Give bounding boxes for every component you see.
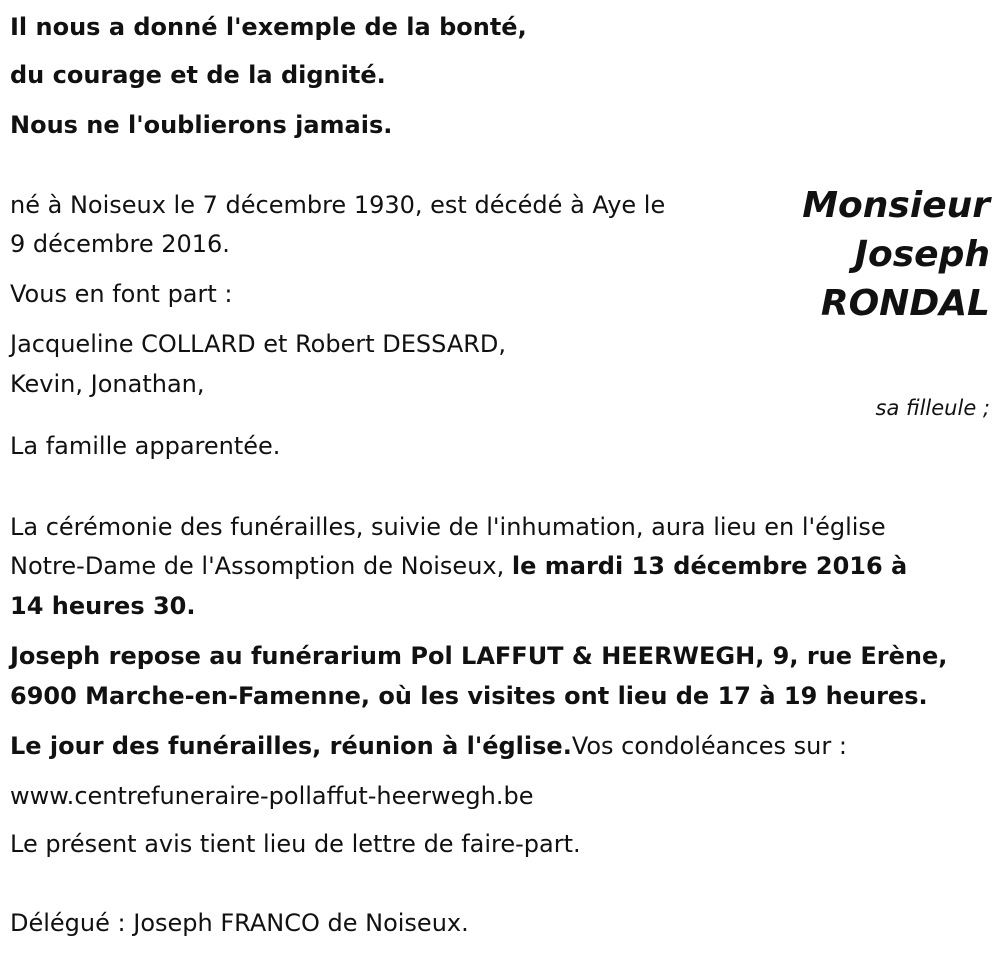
reunion-line	[10, 726, 847, 766]
repose-line-2: 6900 Marche-en-Famenne, où les visites ont lieu de 17 à 19 heures.	[10, 682, 928, 710]
family-extended-line: La famille apparentée.	[10, 432, 281, 460]
ceremony-location: Notre-Dame de l'Assomption de Noiseux,	[10, 552, 512, 580]
ceremony-time: 14 heures 30.	[10, 592, 196, 620]
reunion-notice: Le jour des funérailles, réunion à l'église.	[10, 732, 572, 760]
repose-line-1: Joseph repose au funérarium Pol LAFFUT & HEERWEGH, 9, rue Erène,	[10, 642, 948, 670]
quote-line-3: Nous ne l'oublierons jamais.	[10, 111, 393, 139]
condolences-label: Vos condoléances sur :	[571, 732, 847, 760]
filleule-label: sa filleule ;	[875, 396, 990, 420]
birth-death-line-2: 9 décembre 2016.	[10, 230, 230, 258]
website-link[interactable]: www.centrefuneraire-pollaffut-heerwegh.be	[10, 782, 534, 810]
ceremony-line-2	[10, 546, 907, 586]
quote-line-2: du courage et de la dignité.	[10, 61, 386, 89]
notice-line: Le présent avis tient lieu de lettre de faire-part.	[10, 830, 581, 858]
family-line-2: Kevin, Jonathan,	[10, 370, 205, 398]
delegate-line: Délégué : Joseph FRANCO de Noiseux.	[10, 909, 469, 937]
family-line-1: Jacqueline COLLARD et Robert DESSARD,	[10, 330, 507, 358]
ceremony-date: le mardi 13 décembre 2016 à	[511, 552, 908, 580]
announce-line: Vous en font part :	[10, 280, 233, 308]
quote-line-1: Il nous a donné l'exemple de la bonté,	[10, 13, 527, 41]
deceased-first-name: Joseph	[854, 234, 990, 275]
birth-death-line-1: né à Noiseux le 7 décembre 1930, est décédé à Aye le	[10, 191, 666, 219]
deceased-last-name: RONDAL	[820, 283, 990, 324]
deceased-title: Monsieur	[802, 185, 990, 226]
ceremony-line-1: La cérémonie des funérailles, suivie de l'inhumation, aura lieu en l'église	[10, 513, 886, 541]
